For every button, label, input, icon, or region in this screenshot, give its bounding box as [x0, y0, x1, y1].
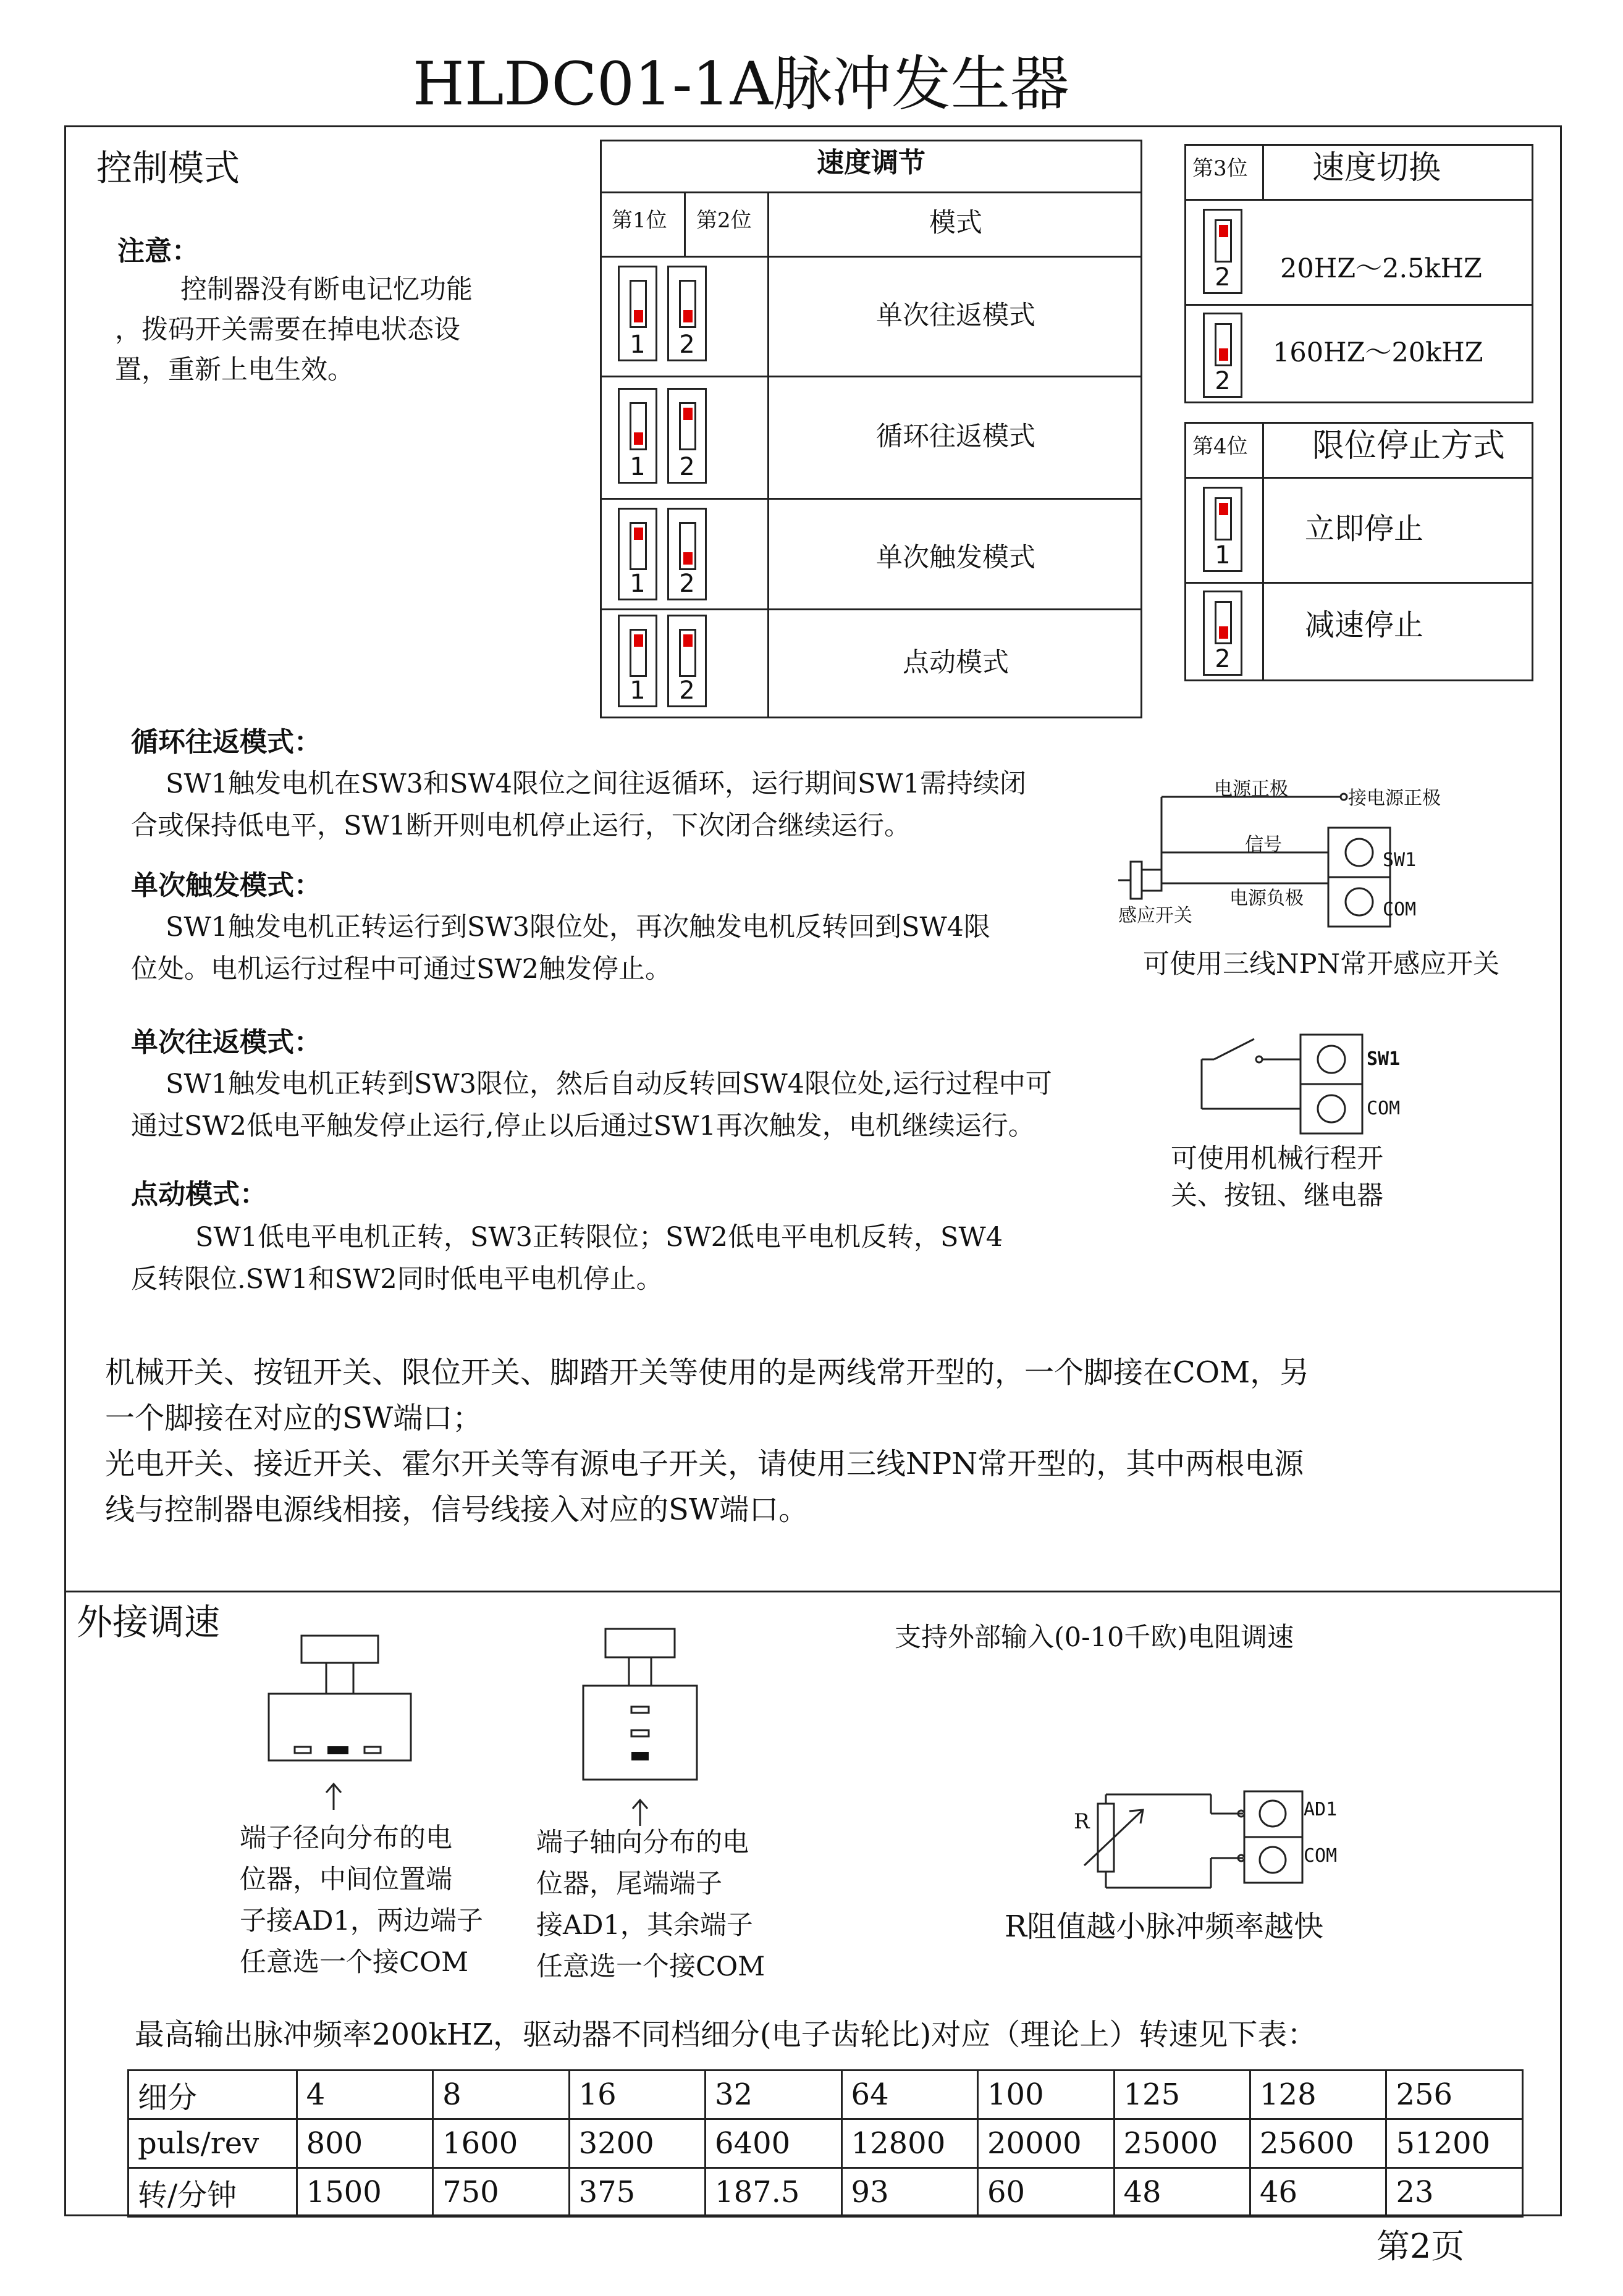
pot2-text: 任意选一个接COM [536, 1951, 765, 1982]
table-cell: 6400 [706, 2119, 841, 2168]
table-cell: 64 [841, 2071, 977, 2119]
pot2-text: 位器，尾端端子 [536, 1869, 722, 1899]
variable-resistor-diagram [1063, 1767, 1322, 1903]
external-support-text: 支持外部输入(0-10千欧)电阻调速 [895, 1622, 1294, 1653]
limit-stop-heading: 限位停止方式 [1312, 427, 1506, 465]
single-trigger-title: 单次触发模式： [131, 870, 321, 901]
col-mode: 模式 [929, 208, 982, 238]
single-return-text: 通过SW2低电平触发停止运行,停止以后通过SW1再次触发，电机继续运行。 [131, 1111, 1035, 1142]
dip-switch-2[interactable]: 2 [667, 266, 707, 361]
col-bit1: 第1位 [612, 208, 667, 233]
dip-switch-1[interactable]: 1 [618, 266, 657, 361]
table-cell: 1600 [433, 2119, 569, 2168]
table-cell: 125 [1114, 2071, 1250, 2119]
pot1-text: 子接AD1，两边端子 [240, 1906, 483, 1936]
resistor-caption: R阻值越小脉冲频率越快 [1005, 1909, 1324, 1944]
speed-range: 160HZ～20kHZ [1273, 337, 1483, 368]
page-title: HLDC01-1A脉冲发生器 [413, 49, 1069, 119]
dip-switch-3[interactable]: 2 [1203, 313, 1242, 398]
table-cell: 48 [1114, 2168, 1250, 2217]
dip-switch-2[interactable]: 2 [667, 508, 707, 600]
note-line: ，拨码开关需要在掉电状态设 [115, 314, 460, 345]
mech-caption: 可使用机械行程开 [1171, 1143, 1383, 1174]
dip-switch-1[interactable]: 1 [618, 388, 657, 484]
table-cell: 800 [297, 2119, 432, 2168]
single-return-title: 单次往返模式： [131, 1027, 321, 1058]
table-row [129, 2119, 1523, 2168]
table-cell: 23 [1386, 2168, 1523, 2217]
table-cell: 100 [978, 2071, 1114, 2119]
speed-table [127, 2069, 1524, 2218]
com-terminal-label: COM [1383, 899, 1417, 920]
speed-table-intro: 最高输出脉冲频率200kHZ，驱动器不同档细分(电子齿轮比)对应（理论上）转速见下表： [135, 2017, 1317, 2052]
axial-potentiometer-icon [575, 1618, 710, 1828]
mode-label: 单次往返模式 [876, 300, 1035, 331]
note-line: 控制器没有断电记忆功能 [180, 274, 473, 305]
table-cell: 12800 [841, 2119, 977, 2168]
mode-label: 单次触发模式 [876, 542, 1035, 573]
table-cell: 46 [1250, 2168, 1386, 2217]
bit4-label: 第4位 [1192, 434, 1248, 459]
mode-label: 循环往返模式 [876, 421, 1035, 452]
table-row [129, 2071, 1523, 2119]
pot2-text: 端子轴向分布的电 [536, 1827, 749, 1858]
dip-switch-4[interactable]: 1 [1203, 487, 1242, 572]
table-cell: 51200 [1386, 2119, 1523, 2168]
single-trigger-text: SW1触发电机正转运行到SW3限位处，再次触发电机反转回到SW4限 [166, 912, 991, 943]
com-terminal-label: COM [1367, 1098, 1401, 1119]
dip-switch-2[interactable]: 2 [667, 615, 707, 707]
table-cell: 25600 [1250, 2119, 1386, 2168]
com-terminal-label: COM [1304, 1845, 1338, 1867]
table-cell: 375 [569, 2168, 705, 2217]
resistor-label: R [1074, 1809, 1090, 1834]
col-bit2: 第2位 [696, 208, 752, 233]
sw1-terminal-label: SW1 [1367, 1048, 1401, 1070]
wiring-note: 光电开关、接近开关、霍尔开关等有源电子开关，请使用三线NPN常开型的，其中两根电源 [105, 1447, 1304, 1481]
table-cell: 750 [433, 2168, 569, 2217]
pot1-text: 位器，中间位置端 [240, 1864, 452, 1895]
cycle-mode-title: 循环往返模式： [131, 726, 321, 758]
wiring-note: 机械开关、按钮开关、限位开关、脚踏开关等使用的是两线常开型的，一个脚接在COM，另 [105, 1355, 1310, 1390]
table-row [129, 2168, 1523, 2217]
jog-mode-text: SW1低电平电机正转，SW3正转限位；SW2低电平电机反转，SW4 [195, 1222, 1003, 1253]
table-cell: 16 [569, 2071, 705, 2119]
mode-label: 点动模式 [903, 647, 1009, 678]
table-cell: 256 [1386, 2071, 1523, 2119]
dip-switch-3[interactable]: 2 [1203, 209, 1242, 294]
sw1-terminal-label: SW1 [1383, 849, 1417, 871]
row-label: puls/rev [129, 2119, 297, 2168]
dip-switch-4[interactable]: 2 [1203, 591, 1242, 676]
single-trigger-text: 位处。电机运行过程中可通过SW2触发停止。 [131, 954, 672, 985]
radial-potentiometer-icon [259, 1625, 420, 1816]
pot1-text: 任意选一个接COM [240, 1947, 469, 1978]
dip-switch-1[interactable]: 1 [618, 508, 657, 600]
table-cell: 4 [297, 2071, 432, 2119]
to-power-positive-label: 接电源正极 [1348, 788, 1441, 809]
row-label: 转/分钟 [129, 2168, 297, 2217]
table-cell: 8 [433, 2071, 569, 2119]
table-cell: 128 [1250, 2071, 1386, 2119]
page-number: 第2页 [1376, 2227, 1465, 2266]
limit-option: 减速停止 [1305, 608, 1424, 642]
npn-caption: 可使用三线NPN常开感应开关 [1143, 949, 1500, 980]
power-positive-label: 电源正极 [1214, 778, 1288, 800]
jog-mode-text: 反转限位.SW1和SW2同时低电平电机停止。 [131, 1264, 663, 1295]
mechanical-switch-diagram [1186, 1025, 1433, 1149]
bit3-label: 第3位 [1192, 156, 1248, 181]
speed-switch-heading: 速度切换 [1312, 149, 1441, 187]
wiring-note: 一个脚接在对应的SW端口； [105, 1401, 483, 1436]
table-cell: 1500 [297, 2168, 432, 2217]
ad1-terminal-label: AD1 [1304, 1799, 1338, 1820]
section-divider [64, 1591, 1562, 1592]
speed-range: 20HZ～2.5kHZ [1280, 253, 1482, 284]
table-cell: 20000 [978, 2119, 1114, 2168]
jog-mode-title: 点动模式： [131, 1179, 267, 1210]
external-speed-heading: 外接调速 [77, 1601, 221, 1643]
wiring-note: 线与控制器电源线相接，信号线接入对应的SW端口。 [105, 1492, 809, 1527]
pot1-text: 端子径向分布的电 [240, 1823, 452, 1854]
dip-switch-2[interactable]: 2 [667, 388, 707, 484]
dip-switch-1[interactable]: 1 [618, 615, 657, 707]
row-label: 细分 [129, 2071, 297, 2119]
single-return-text: SW1触发电机正转到SW3限位，然后自动反转回SW4限位处,运行过程中可 [166, 1069, 1052, 1100]
note-label: 注意： [117, 235, 199, 267]
sensor-label: 感应开关 [1118, 905, 1192, 927]
table-cell: 60 [978, 2168, 1114, 2217]
cycle-mode-text: SW1触发电机在SW3和SW4限位之间往返循环，运行期间SW1需持续闭 [166, 768, 1027, 799]
table-cell: 32 [706, 2071, 841, 2119]
npn-wiring-diagram [1106, 766, 1551, 964]
table-cell: 187.5 [706, 2168, 841, 2217]
mech-caption: 关、按钮、继电器 [1171, 1180, 1383, 1211]
pot2-text: 接AD1，其余端子 [536, 1910, 753, 1941]
cycle-mode-text: 合或保持低电平，SW1断开则电机停止运行，下次闭合继续运行。 [131, 810, 911, 841]
table-cell: 25000 [1114, 2119, 1250, 2168]
note-line: 置，重新上电生效。 [115, 355, 354, 385]
table-cell: 3200 [569, 2119, 705, 2168]
limit-option: 立即停止 [1305, 511, 1424, 546]
power-negative-label: 电源负极 [1229, 888, 1304, 909]
table-cell: 93 [841, 2168, 977, 2217]
control-mode-heading: 控制模式 [96, 147, 240, 189]
speed-adjust-heading: 速度调节 [817, 147, 925, 179]
signal-label: 信号 [1245, 834, 1282, 856]
